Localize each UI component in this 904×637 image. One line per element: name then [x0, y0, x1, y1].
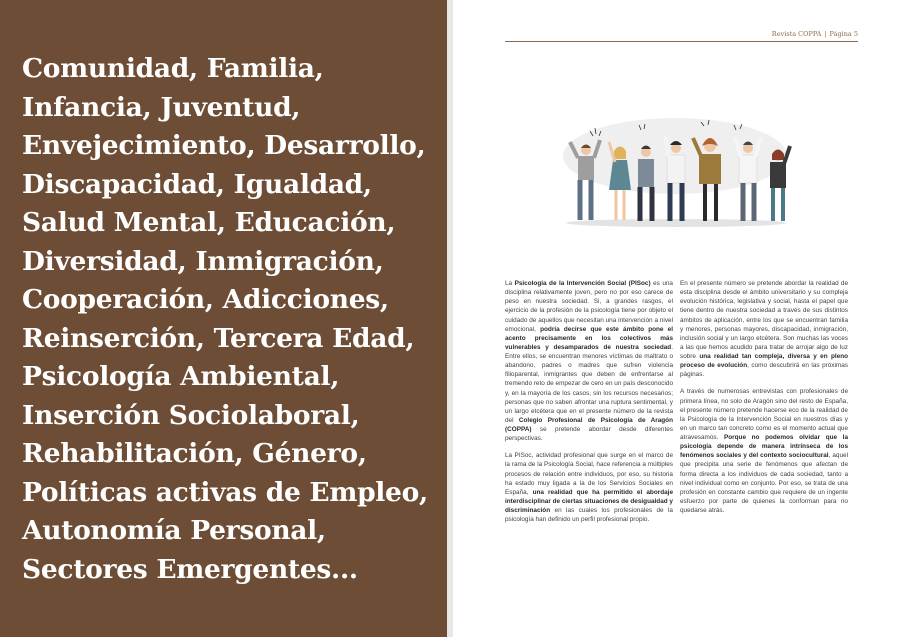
magazine-page — [453, 0, 904, 637]
keywords-list — [22, 50, 428, 589]
article-paragraph — [505, 451, 673, 524]
bold-text: una realidad que ha permitido el abordaje interdisciplinar de ciertas situaciones de desigualdad y discriminación — [505, 488, 673, 514]
keyword-line: Sectores Emergentes... — [22, 553, 358, 585]
keyword-line: Infancia, Juventud, — [22, 91, 301, 123]
keyword-line: Reinserción, Tercera Edad, — [22, 322, 415, 354]
bold-text: Colegio Profesional de Psicología de Aragón (COPPA) — [505, 416, 673, 433]
text-run: , como descubrirá en las próximas páginas. — [680, 362, 848, 379]
header-separator: | — [824, 30, 827, 38]
bold-text: Porque no podemos olvidar que la psicología depende de manera intrínseca de los fenómenos sociales y del contexto sociocultural — [680, 434, 849, 460]
keyword-line: Salud Mental, Educación, — [22, 207, 396, 238]
text-run: en las cuales los profesionales de la psicología han definido un perfil profesional propio. — [505, 507, 673, 524]
person-6 — [735, 137, 761, 221]
magazine-name: Revista COPPA — [771, 30, 822, 38]
person-7 — [770, 146, 790, 221]
keyword-line: Políticas activas de Empleo, — [22, 476, 428, 508]
bold-text: podría decirse que este ámbito pone el acento precisamente en los colectivos más vulnerables y desamparados de nuestra sociedad — [505, 325, 673, 351]
article-column-right — [680, 279, 848, 523]
keyword-line: Diversidad, Inmigración, — [22, 245, 384, 277]
text-run: La — [505, 280, 515, 287]
text-run: es una disciplina relativamente joven, pero no por eso carece de peso en nuestra sociedad. Si, a grandes rasgos, el ejercicio de la profesión de la psicología tiene por objeto el cuidado de aquellos que necesitan una intervención a nivel emocional, — [505, 280, 673, 333]
keyword-line: Autonomía Personal, — [22, 515, 326, 546]
keyword-line: Psicología Ambiental, — [22, 361, 340, 392]
keyword-line: Cooperación, Adicciones, — [22, 284, 389, 315]
text-run: La PISoc, actividad profesional que surge en el marco de la rama de la Psicología Social, hace referencia a múltiples procesos de relación entre individuos, por eso, su historia ha estado muy ligada a la de los Servicios Sociales en España, — [505, 452, 673, 496]
left-keywords-panel — [0, 0, 447, 637]
keyword-line: Rehabilitación, Género, — [22, 438, 367, 469]
text-run: se pretende abordar desde diferentes perspectivas. — [505, 426, 673, 443]
bold-text: Psicología de la Intervención Social (PISoc) — [514, 280, 651, 287]
text-run: , aquel que precipita una serie de fenómenos que afectan de forma directa a los individuos de cada sociedad, tanto a nivel individual como en conjunto. Por eso, se trata de una profesión en constante cambio que requiere de un ingente esfuerzo por parte de quienes la conforman para no quedarse atrás. — [680, 452, 848, 514]
page-header — [772, 30, 858, 38]
bold-text: una realidad tan compleja, diversa y en pleno proceso de evolución — [680, 353, 848, 370]
keyword-line: Discapacidad, Igualdad, — [22, 168, 372, 200]
text-run: En el presente número se pretende abordar la realidad de esta disciplina desde el ámbito universitario y su compleja evolución histórica, legislativa y social, hasta el papel que tiene dentro de nuestra sociedad a través de sus distintos ámbitos de aplicación, entre los que se encuentran familia y menores, personas mayores, discapacidad, inmigración, inclusión social y un largo etcétera. Son muchas las voces a las que hemos acudido para tratar de arrojar algo de luz sobre — [680, 280, 848, 360]
header-rule — [505, 41, 858, 42]
keyword-line: Comunidad, Familia, — [22, 53, 324, 84]
article-paragraph — [680, 387, 848, 515]
keyword-line: Inserción Sociolaboral, — [22, 399, 360, 431]
article-paragraph — [680, 279, 848, 379]
page-number: Página 5 — [829, 30, 858, 38]
group-of-people-celebrating-illustration — [558, 118, 793, 228]
text-run: A través de numerosas entrevistas con profesionales de primera línea, no solo de Aragón sino del resto de España, el presente número pretende hacerse eco de la realidad de la Psicología de la Intervención Social en nuestros días y en un marco tan concreto como es el momento actual que atravesamos. — [680, 388, 848, 441]
text-run: . Entre ellos, se encuentran menores víctimas de maltrato o abandono, padres o madres que sufren violencia filioparental, inmigrantes que deben de enfrentarse al tremendo reto de empezar de cero en un país desconocido y, en la mayoría de los casos, sin los recursos necesarios; personas que no saben afrontar una ruptura sentimental, y un largo etcétera que en el presente número de la revista del — [505, 343, 673, 424]
keyword-line: Envejecimiento, Desarrollo, — [22, 130, 426, 161]
article-paragraph — [505, 279, 673, 443]
article-column-left — [505, 279, 673, 532]
